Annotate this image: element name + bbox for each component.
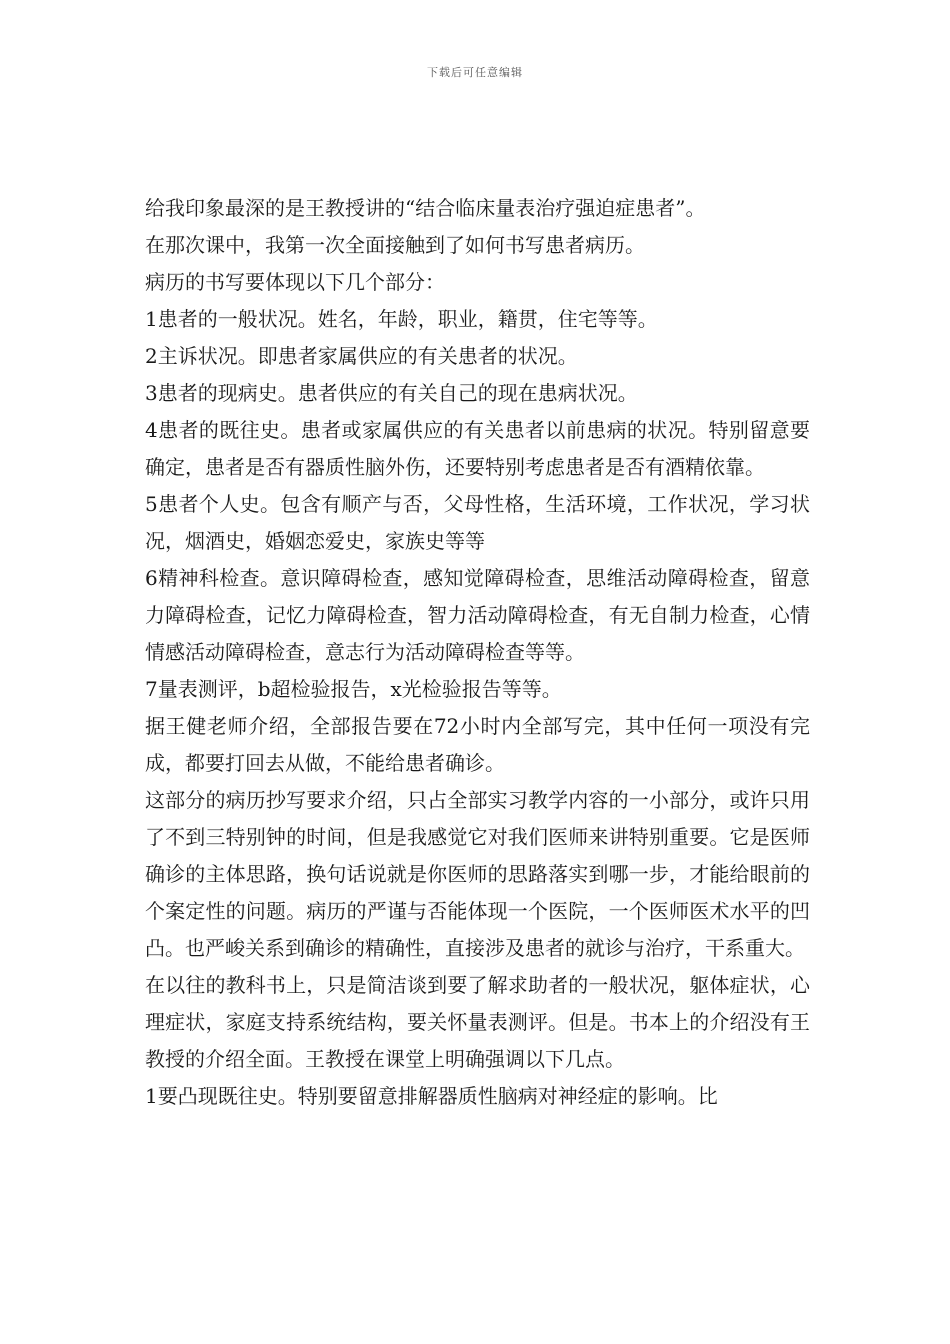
- paragraph-sections-lead: 病历的书写要体现以下几个部分：: [145, 270, 445, 294]
- paragraph-intro: 给我印象最深的是王教授讲的“结合临床量表治疗强迫症患者”。: [145, 196, 706, 220]
- list-item-psychiatric-exam: 6精神科检查。意识障碍检查，感知觉障碍检查，思维活动障碍检查，留意力障碍检查，记忆力障碍检查，智力活动障碍检查，有无自制力检查，心情情感活动障碍检查，意志行为活动障碍检查等等。: [145, 566, 810, 664]
- list-item-past-history: 4患者的既往史。患者或家属供应的有关患者以前患病的状况。特别留意要确定，患者是否有器质性脑外伤，还要特别考虑患者是否有酒精依靠。: [145, 418, 810, 479]
- paragraph-textbook: 在以往的教科书上，只是简洁谈到要了解求助者的一般状况，躯体症状，心理症状，家庭支持系统结构，要关怀量表测评。但是。书本上的介绍没有王教授的介绍全面。王教授在课堂上明确强调以下几点。: [145, 973, 810, 1071]
- list-item-general-status: 1患者的一般状况。姓名，年龄，职业，籍贯，住宅等等。: [145, 307, 658, 331]
- list-item-scale-assessment: 7量表测评，b超检验报告，x光检验报告等等。: [145, 677, 562, 701]
- paragraph-course: 在那次课中，我第一次全面接触到了如何书写患者病历。: [145, 233, 645, 257]
- paragraph-importance: 这部分的病历抄写要求介绍，只占全部实习教学内容的一小部分，或许只用了不到三特别钟的时间，但是我感觉它对我们医师来讲特别重要。它是医师确诊的主体思路，换句话说就是你医师的思路落实到哪一步，才能给眼前的个案定性的问题。病历的严谨与否能体现一个医院，一个医师医术水平的凹凸。也严峻关系到确诊的精确性，直接涉及患者的就诊与治疗，干系重大。: [145, 788, 810, 960]
- list-item-chief-complaint: 2主诉状况。即患者家属供应的有关患者的状况。: [145, 344, 578, 368]
- list-item-past-history-emphasis: 1要凸现既往史。特别要留意排解器质性脑病对神经症的影响。比: [145, 1084, 718, 1108]
- document-body: [145, 190, 810, 1115]
- list-item-personal-history: 5患者个人史。包含有顺产与否，父母性格，生活环境，工作状况，学习状况，烟酒史，婚姻恋爱史，家族史等等: [145, 492, 810, 553]
- paragraph-report-deadline: 据王健老师介绍，全部报告要在72小时内全部写完，其中任何一项没有完成，都要打回去从做，不能给患者确诊。: [145, 714, 810, 775]
- list-item-present-history: 3患者的现病史。患者供应的有关自己的现在患病状况。: [145, 381, 638, 405]
- page-header-note: 下载后可任意编辑: [427, 66, 523, 79]
